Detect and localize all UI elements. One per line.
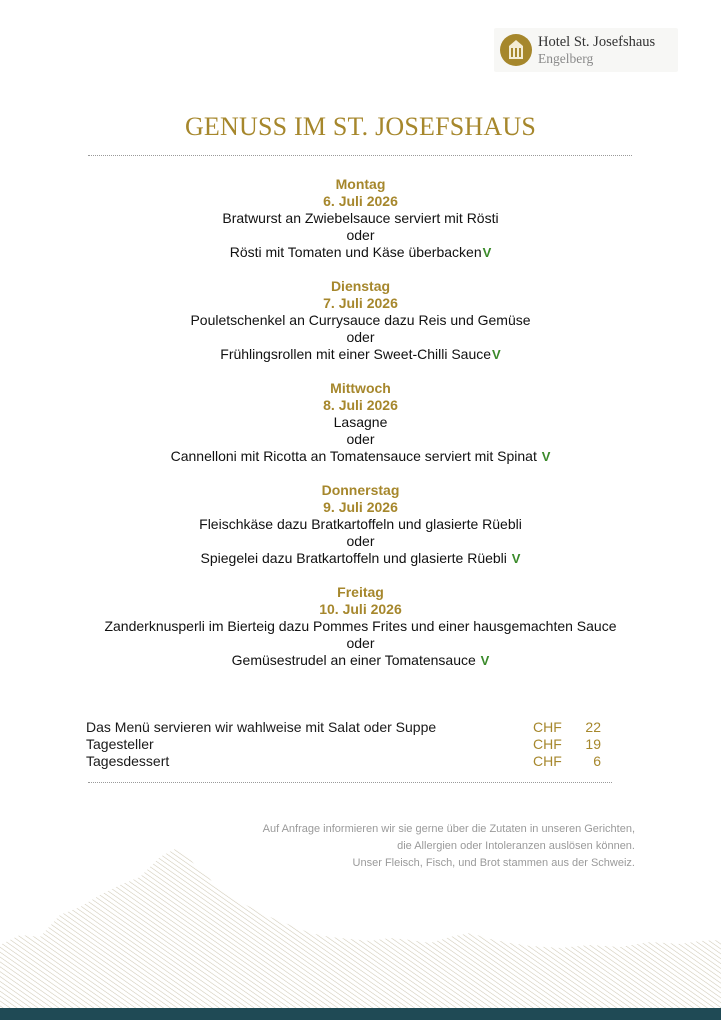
hotel-location: Engelberg bbox=[538, 51, 594, 66]
vegetarian-icon: V bbox=[541, 449, 551, 464]
menu-day-monday bbox=[0, 176, 721, 261]
price-value: 6 bbox=[593, 753, 601, 769]
day-date: 8. Juli 2026 bbox=[323, 397, 398, 413]
menu-day-friday bbox=[0, 584, 721, 669]
day-name: Dienstag bbox=[330, 278, 391, 294]
day-name: Freitag bbox=[337, 584, 384, 600]
dish-option-2 bbox=[0, 550, 721, 567]
price-currency: CHF bbox=[533, 753, 562, 769]
dish-option-1: Zanderknusperli im Bierteig dazu Pommes Frites und einer hausgemachten Sauce bbox=[104, 618, 617, 634]
dish-option-2-text: Frühlingsrollen mit einer Sweet-Chilli Sauce bbox=[220, 346, 492, 362]
note-line: die Allergien oder Intoleranzen auslösen können. bbox=[397, 840, 635, 852]
vegetarian-icon: V bbox=[480, 653, 490, 668]
or-label: oder bbox=[346, 329, 375, 345]
dish-option-2-text: Spiegelei dazu Bratkartoffeln und glasierte Rüebli bbox=[200, 550, 511, 566]
menu-day-thursday bbox=[0, 482, 721, 567]
price-row-tagesteller bbox=[86, 736, 616, 753]
dish-option-2 bbox=[0, 448, 721, 465]
day-name: Mittwoch bbox=[330, 380, 391, 396]
price-currency: CHF bbox=[533, 736, 562, 752]
day-date: 9. Juli 2026 bbox=[323, 499, 398, 515]
bottom-divider bbox=[88, 782, 612, 783]
weekly-menu bbox=[0, 176, 721, 686]
or-label: oder bbox=[346, 431, 375, 447]
or-label: oder bbox=[346, 635, 375, 651]
note-line: Unser Fleisch, Fisch, und Brot stammen aus der Schweiz. bbox=[352, 857, 635, 869]
top-divider bbox=[88, 155, 632, 156]
or-label: oder bbox=[346, 227, 375, 243]
dish-option-1: Lasagne bbox=[333, 414, 388, 430]
dish-option-1: Fleischkäse dazu Bratkartoffeln und glasierte Rüebli bbox=[199, 516, 522, 532]
footer-bar bbox=[0, 1008, 721, 1020]
day-name: Donnerstag bbox=[321, 482, 400, 498]
menu-day-wednesday bbox=[0, 380, 721, 465]
day-date: 6. Juli 2026 bbox=[323, 193, 398, 209]
dish-option-2 bbox=[0, 652, 721, 669]
dish-option-2-text: Cannelloni mit Ricotta an Tomatensauce serviert mit Spinat bbox=[170, 448, 541, 464]
price-value: 19 bbox=[585, 736, 601, 752]
hotel-name: Hotel St. Josefshaus bbox=[538, 34, 656, 50]
day-name: Montag bbox=[335, 176, 386, 192]
note-line: Auf Anfrage informieren wir sie gerne über die Zutaten in unseren Gerichten, bbox=[262, 823, 635, 835]
price-label: Tagesdessert bbox=[86, 753, 170, 769]
mountain-illustration bbox=[0, 845, 721, 1010]
price-value: 22 bbox=[585, 719, 601, 735]
page-title: GENUSS IM ST. JOSEFSHAUS bbox=[184, 112, 537, 141]
hotel-logo bbox=[494, 28, 678, 72]
price-label: Das Menü servieren wir wahlweise mit Salat oder Suppe bbox=[86, 719, 437, 735]
or-label: oder bbox=[346, 533, 375, 549]
vegetarian-icon: V bbox=[482, 245, 492, 260]
vegetarian-icon: V bbox=[492, 347, 501, 362]
dish-option-2-text: Gemüsestrudel an einer Tomatensauce bbox=[231, 652, 480, 668]
dish-option-2 bbox=[0, 244, 721, 261]
day-date: 7. Juli 2026 bbox=[323, 295, 398, 311]
price-label: Tagesteller bbox=[86, 736, 154, 752]
vegetarian-icon: V bbox=[511, 551, 521, 566]
price-currency: CHF bbox=[533, 719, 562, 735]
price-list bbox=[86, 719, 616, 770]
hotel-building-icon bbox=[500, 34, 532, 66]
dish-option-1: Bratwurst an Zwiebelsauce serviert mit Rösti bbox=[222, 210, 499, 226]
dish-option-2-text: Rösti mit Tomaten und Käse überbacken bbox=[229, 244, 482, 260]
day-date: 10. Juli 2026 bbox=[319, 601, 402, 617]
price-row-menu bbox=[86, 719, 616, 736]
price-row-dessert bbox=[86, 753, 616, 770]
dish-option-2 bbox=[0, 346, 721, 363]
menu-day-tuesday bbox=[0, 278, 721, 363]
dish-option-1: Pouletschenkel an Currysauce dazu Reis und Gemüse bbox=[190, 312, 531, 328]
